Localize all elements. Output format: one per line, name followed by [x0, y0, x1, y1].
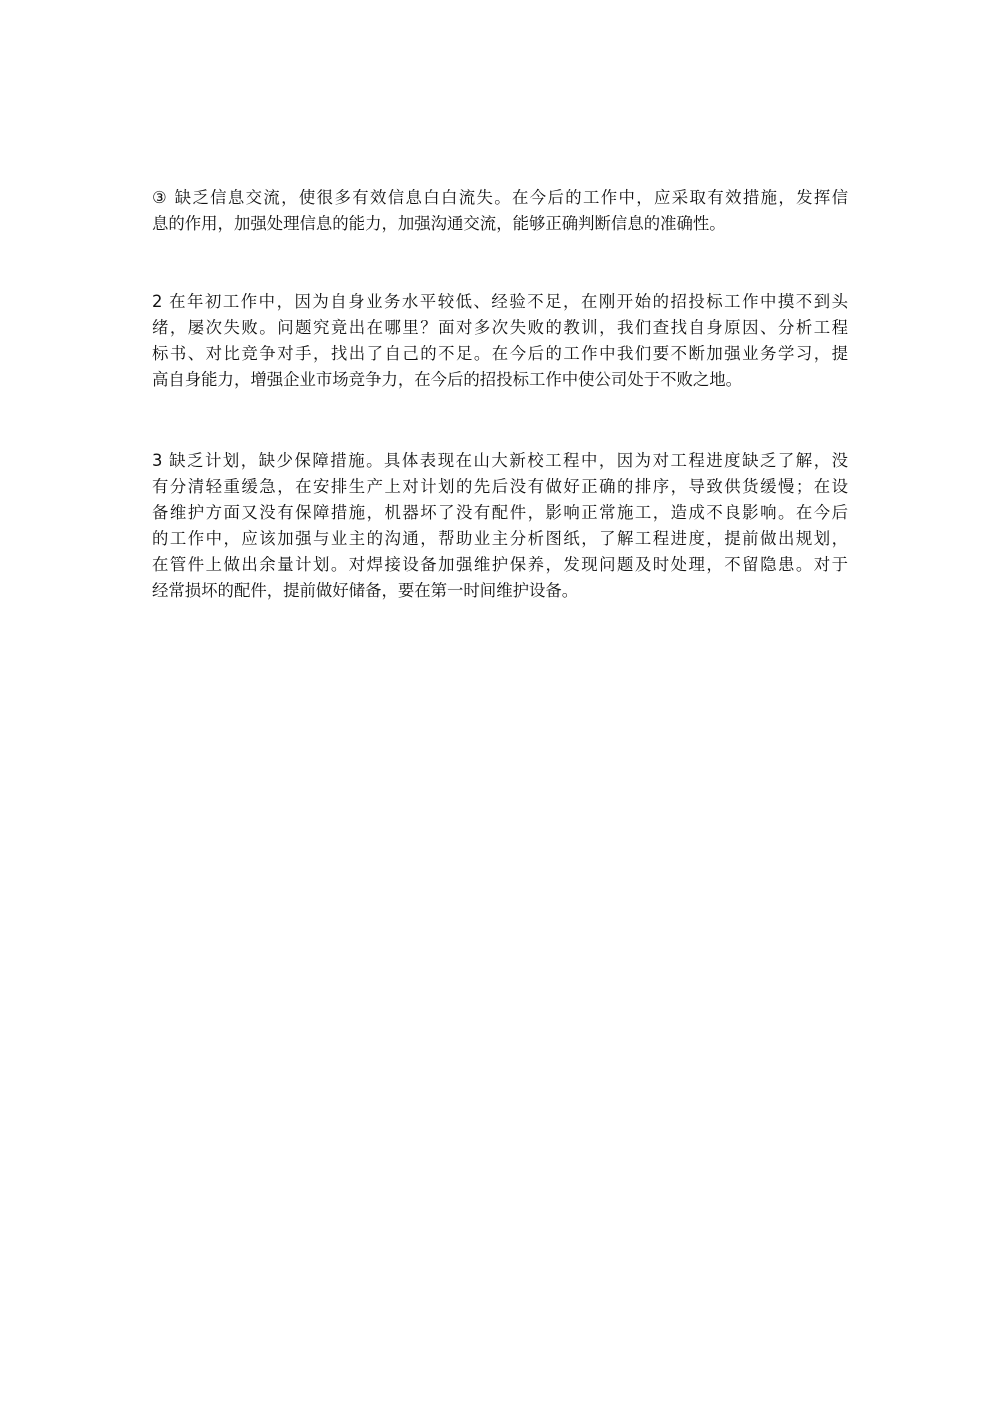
text-line: 有分清轻重缓急，在安排生产上对计划的先后没有做好正确的排序，导致供货缓慢；在设	[152, 477, 848, 496]
text-line: 2 在年初工作中，因为自身业务水平较低、经验不足，在刚开始的招投标工作中摸不到头	[152, 292, 848, 311]
text-line: 绪，屡次失败。问题究竟出在哪里？面对多次失败的教训，我们查找自身原因、分析工程	[152, 318, 848, 337]
text-line: 3 缺乏计划，缺少保障措施。具体表现在山大新校工程中，因为对工程进度缺乏了解，没	[152, 451, 848, 470]
document-page	[152, 185, 848, 604]
text-line: 经常损坏的配件，提前做好储备，要在第一时间维护设备。	[152, 581, 579, 600]
text-line: 在管件上做出余量计划。对焊接设备加强维护保养，发现问题及时处理，不留隐患。对于	[152, 555, 848, 574]
text-line: 的工作中，应该加强与业主的沟通，帮助业主分析图纸，了解工程进度，提前做出规划，	[152, 529, 848, 548]
paragraph-information-exchange	[152, 185, 848, 237]
text-line: 高自身能力，增强企业市场竞争力，在今后的招投标工作中使公司处于不败之地。	[152, 370, 743, 389]
text-line: 息的作用，加强处理信息的能力，加强沟通交流，能够正确判断信息的准确性。	[152, 214, 726, 233]
text-line: ③ 缺乏信息交流，使很多有效信息白白流失。在今后的工作中，应采取有效措施，发挥信	[152, 188, 848, 207]
text-line: 标书、对比竞争对手，找出了自己的不足。在今后的工作中我们要不断加强业务学习，提	[152, 344, 848, 363]
paragraph-bidding-work	[152, 289, 848, 393]
paragraph-planning	[152, 448, 848, 604]
text-line: 备维护方面又没有保障措施，机器坏了没有配件，影响正常施工，造成不良影响。在今后	[152, 503, 848, 522]
